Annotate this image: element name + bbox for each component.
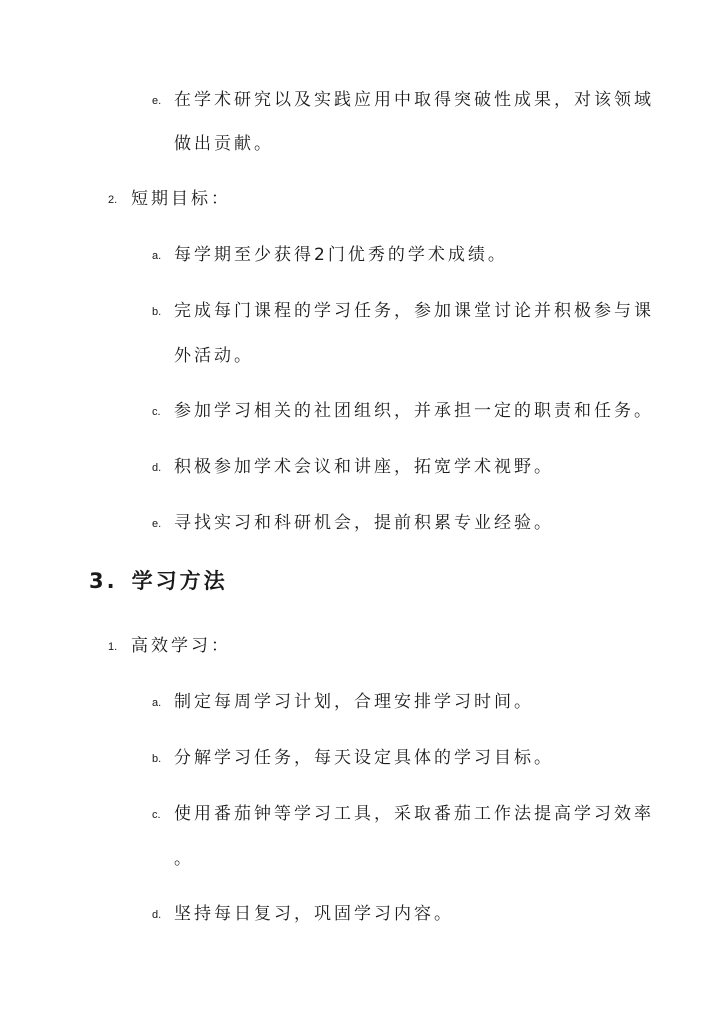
list-item-text: 积极参加学术会议和讲座，拓宽学术视野。 <box>174 457 554 477</box>
list-item-text: 每学期至少获得2门优秀的学术成绩。 <box>174 245 508 265</box>
section-heading <box>89 568 228 594</box>
list-item-text: 在学术研究以及实践应用中取得突破性成果，对该领域 <box>174 90 654 110</box>
list-marker: d. <box>152 462 162 474</box>
list-marker: b. <box>152 753 162 765</box>
list-marker: c. <box>152 809 161 821</box>
list-item-text: 坚持每日复习，巩固学习内容。 <box>174 904 454 924</box>
list-item-text-continued: 做出贡献。 <box>174 134 274 154</box>
list-item-text: 寻找实习和科研机会，提前积累专业经验。 <box>174 513 554 533</box>
list-marker: d. <box>152 909 162 921</box>
list-item-text: 使用番茄钟等学习工具，采取番茄工作法提高学习效率 <box>174 804 654 824</box>
subsection-title: 短期目标： <box>131 189 231 209</box>
list-marker: a. <box>152 250 162 262</box>
list-item-text-continued: 外活动。 <box>174 346 254 366</box>
list-marker: a. <box>152 697 162 709</box>
list-item-text: 制定每周学习计划，合理安排学习时间。 <box>174 692 534 712</box>
list-item-text-continued: 。 <box>174 849 194 869</box>
list-marker: c. <box>152 406 161 418</box>
list-marker: e. <box>152 518 162 530</box>
list-item-text: 分解学习任务，每天设定具体的学习目标。 <box>174 748 554 768</box>
section-number: 3. <box>89 569 118 593</box>
list-item-text: 参加学习相关的社团组织，并承担一定的职责和任务。 <box>174 401 654 421</box>
section-title: 学习方法 <box>131 569 228 593</box>
subsection-number: 1. <box>108 641 118 653</box>
subsection-title: 高效学习： <box>131 636 231 656</box>
list-item-text: 完成每门课程的学习任务，参加课堂讨论并积极参与课 <box>174 301 654 321</box>
list-marker: e. <box>152 95 162 107</box>
list-marker: b. <box>152 306 162 318</box>
subsection-number: 2. <box>108 194 118 206</box>
